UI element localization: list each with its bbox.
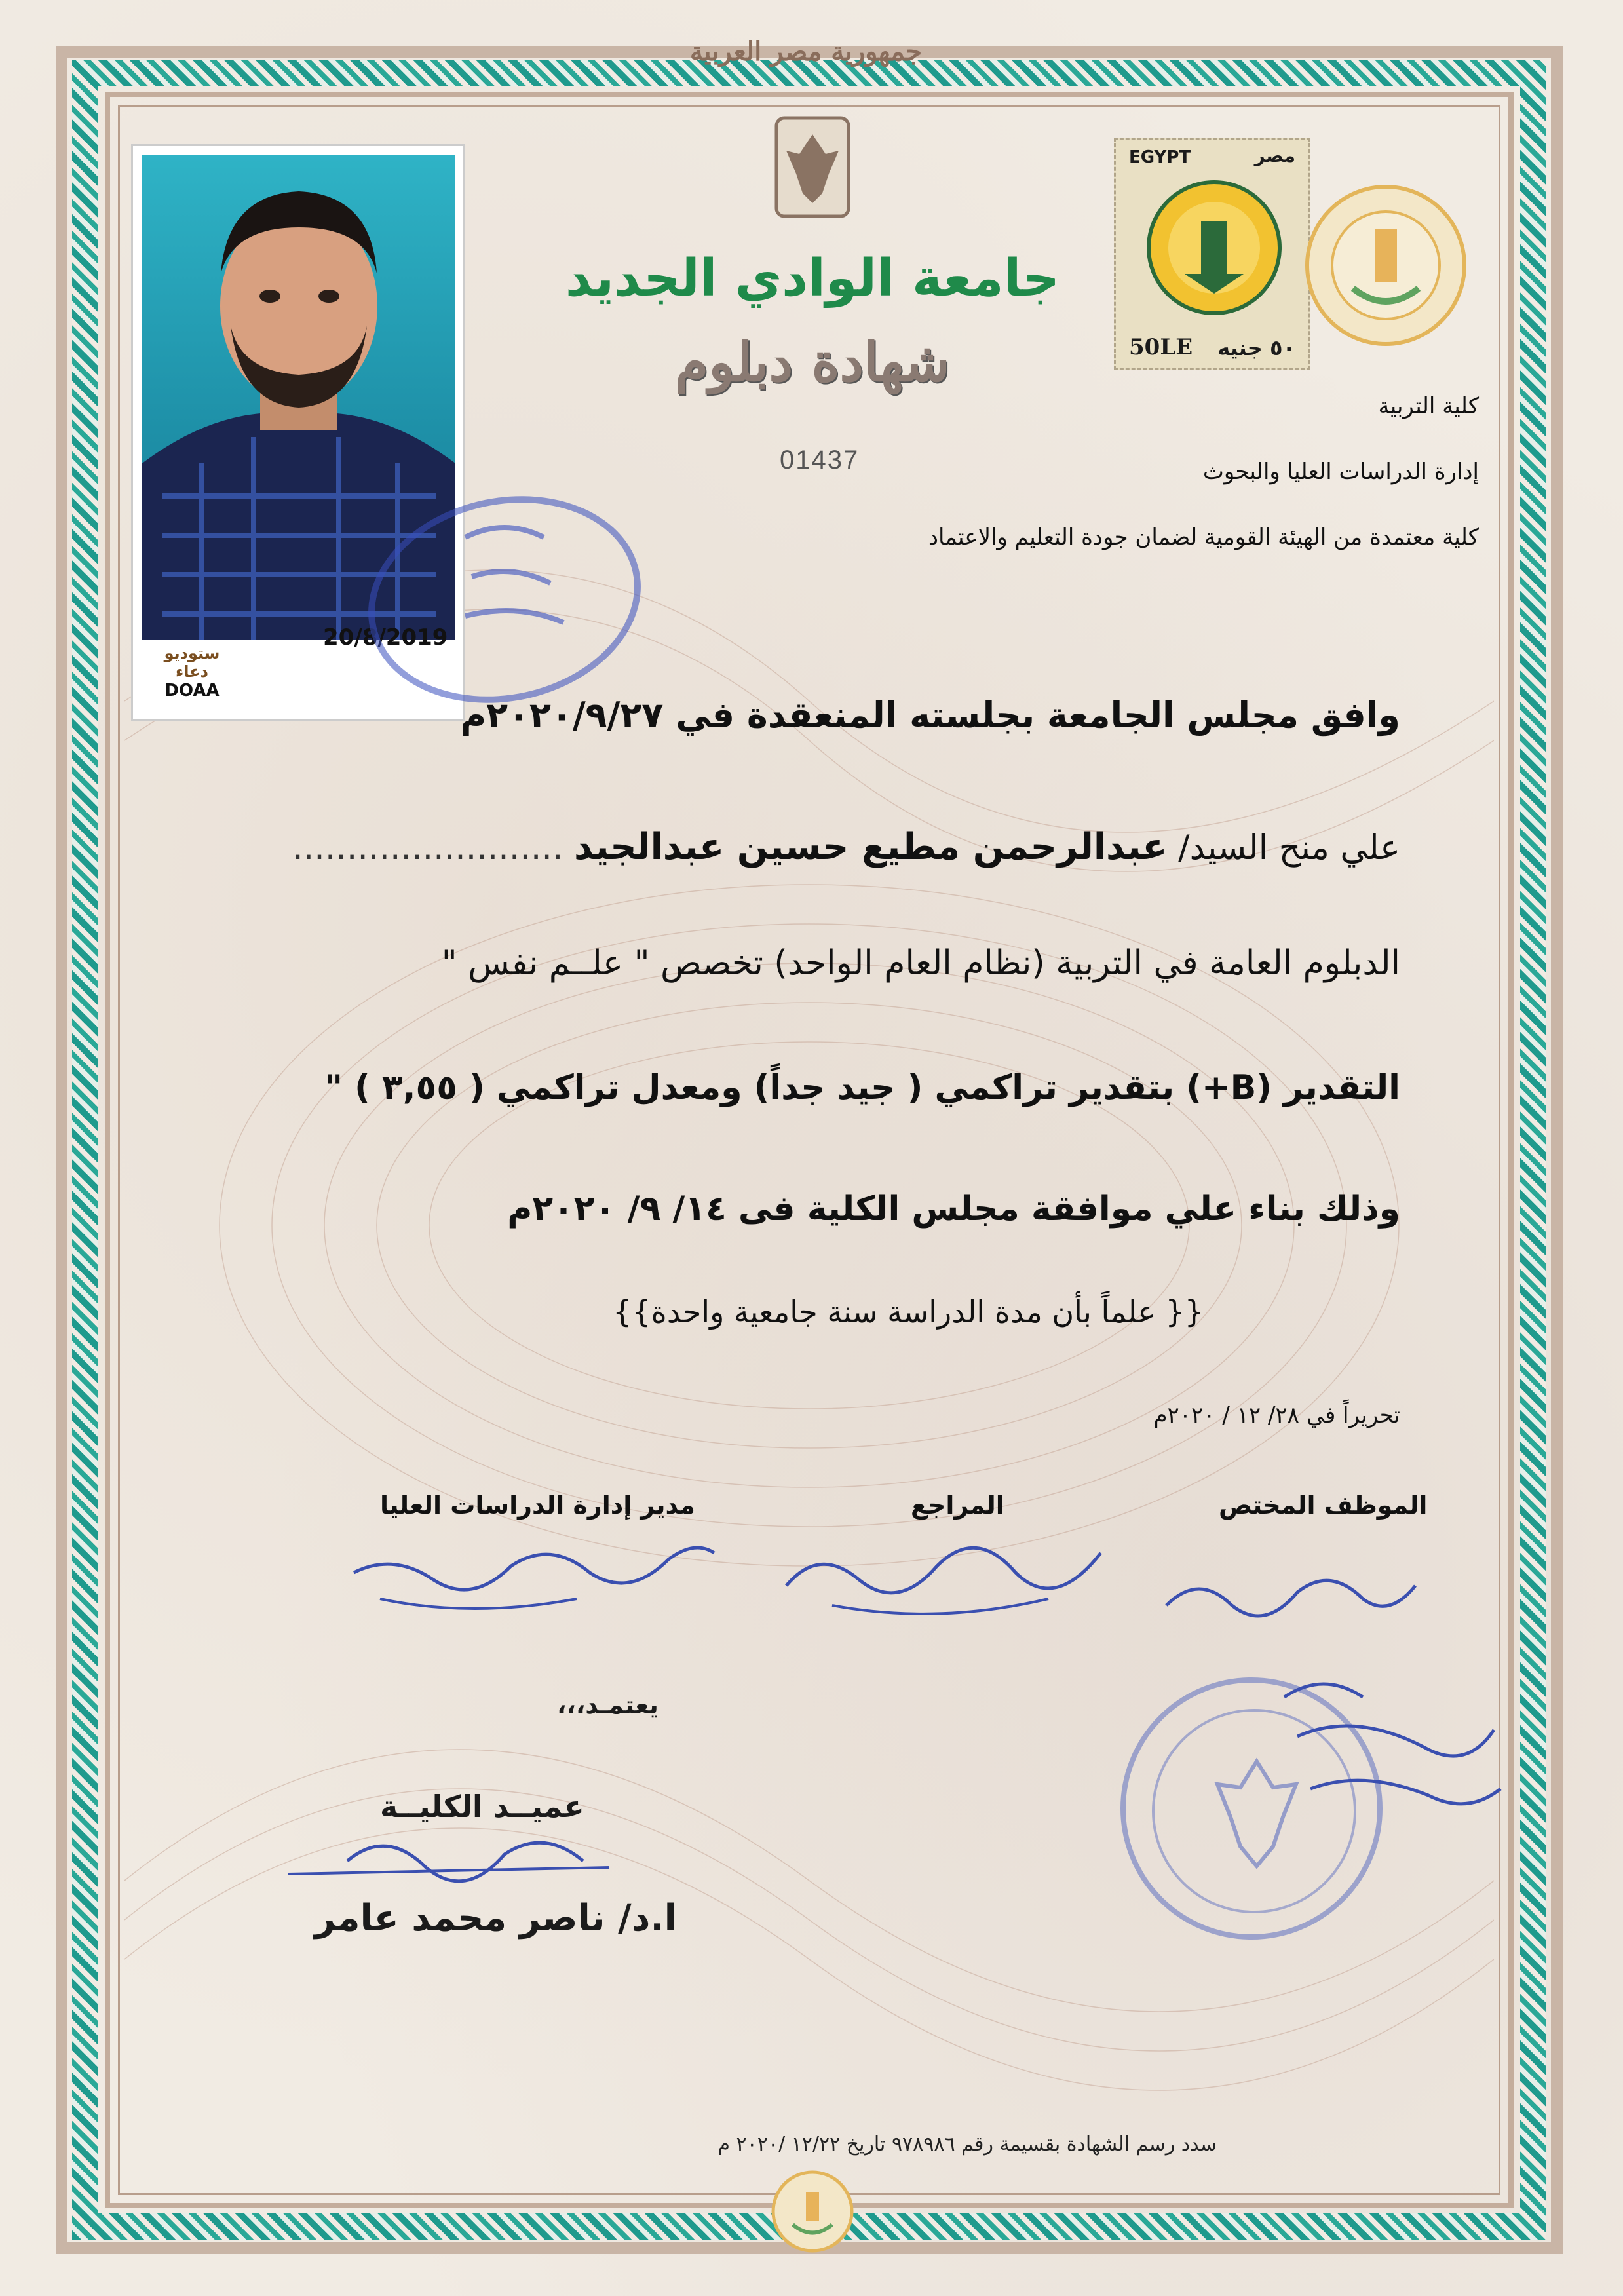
bottom-university-logo-icon [770, 2169, 855, 2254]
stamp-value-en: 50LE [1129, 334, 1193, 360]
issue-date: تحريراً في ٢٨/ ١٢ / ٢٠٢٠م [1153, 1402, 1400, 1428]
stamp-university-logo-icon [1145, 176, 1283, 326]
council-approval-line: وافق مجلس الجامعة بجلسته المنعقدة في ٢٠٢٠/٩/٢٧م [460, 695, 1400, 736]
department-name: إدارة الدراسات العليا والبحوث [1202, 459, 1479, 485]
employee-signature-title: الموظف المختص [1219, 1491, 1428, 1520]
university-name: جامعة الوادي الجديد [565, 249, 1060, 308]
dean-name: ا.د/ ناصر محمد عامر [315, 1897, 677, 1940]
seal-handwriting [1258, 1658, 1520, 1841]
faculty-name: كلية التربية [1378, 393, 1479, 419]
eagle-emblem-icon [773, 115, 852, 220]
certificate-serial: 01437 [780, 446, 860, 474]
director-signature [341, 1514, 727, 1625]
university-logo-icon [1304, 177, 1468, 354]
stamp-country-ar: مصر [1254, 145, 1295, 166]
study-duration-note: {{ علماً بأن مدة الدراسة سنة جامعية واحدة}} [613, 1294, 1204, 1330]
accreditation-line: كلية معتمدة من الهيئة القومية لضمان جودة التعليم والاعتماد [928, 524, 1479, 550]
director-signature-title: مدير إدارة الدراسات العليا [380, 1491, 695, 1520]
studio-name: ستوديو دعاء [164, 644, 220, 681]
stamp-ink-text [452, 511, 583, 653]
photo-date: 20/8/2019 [323, 624, 448, 651]
stamp-scribble-icon [452, 511, 583, 642]
grant-prefix: علي منح السيد/ [1178, 828, 1400, 868]
revenue-stamp [1114, 138, 1310, 370]
dotted-fill: ......................... [292, 828, 563, 868]
recipient-name: عبدالرحمن مطيع حسين عبدالجيد [574, 826, 1168, 868]
grant-line [292, 826, 1400, 868]
diploma-specialization-line: الدبلوم العامة في التربية (نظام العام الواحد) تخصص " علــم نفس " [441, 944, 1400, 983]
faculty-approval-line: وذلك بناء علي موافقة مجلس الكلية فى ١٤/ ٩/ ٢٠٢٠م [507, 1189, 1400, 1229]
stamp-country-en: EGYPT [1129, 147, 1191, 167]
grade-line: التقدير (B+) بتقدير تراكمي ( جيد جداً) ومعدل تراكمي ( ٣,٥٥ ) " [324, 1068, 1400, 1107]
studio-label [146, 644, 238, 710]
stamp-value-ar: ٥٠ جنيه [1217, 335, 1295, 360]
republic-arch-label: جمهورية مصر العربية [689, 36, 923, 67]
fee-receipt-note: سدد رسم الشهادة بقسيمة رقم ٩٧٨٩٨٦ تاريخ ١٢/٢٢ /٢٠٢٠ م [717, 2133, 1217, 2156]
approval-label: يعتمـد،،، [557, 1691, 659, 1719]
reviewer-signature [773, 1507, 1127, 1632]
employee-signature [1153, 1553, 1428, 1632]
certificate-title: شهادة دبلوم [675, 331, 950, 394]
studio-name-en: DOAA [164, 681, 220, 700]
dean-title: عميــد الكليــة [380, 1789, 584, 1824]
dean-signature [282, 1822, 622, 1907]
reviewer-signature-title: المراجع [911, 1491, 1004, 1520]
